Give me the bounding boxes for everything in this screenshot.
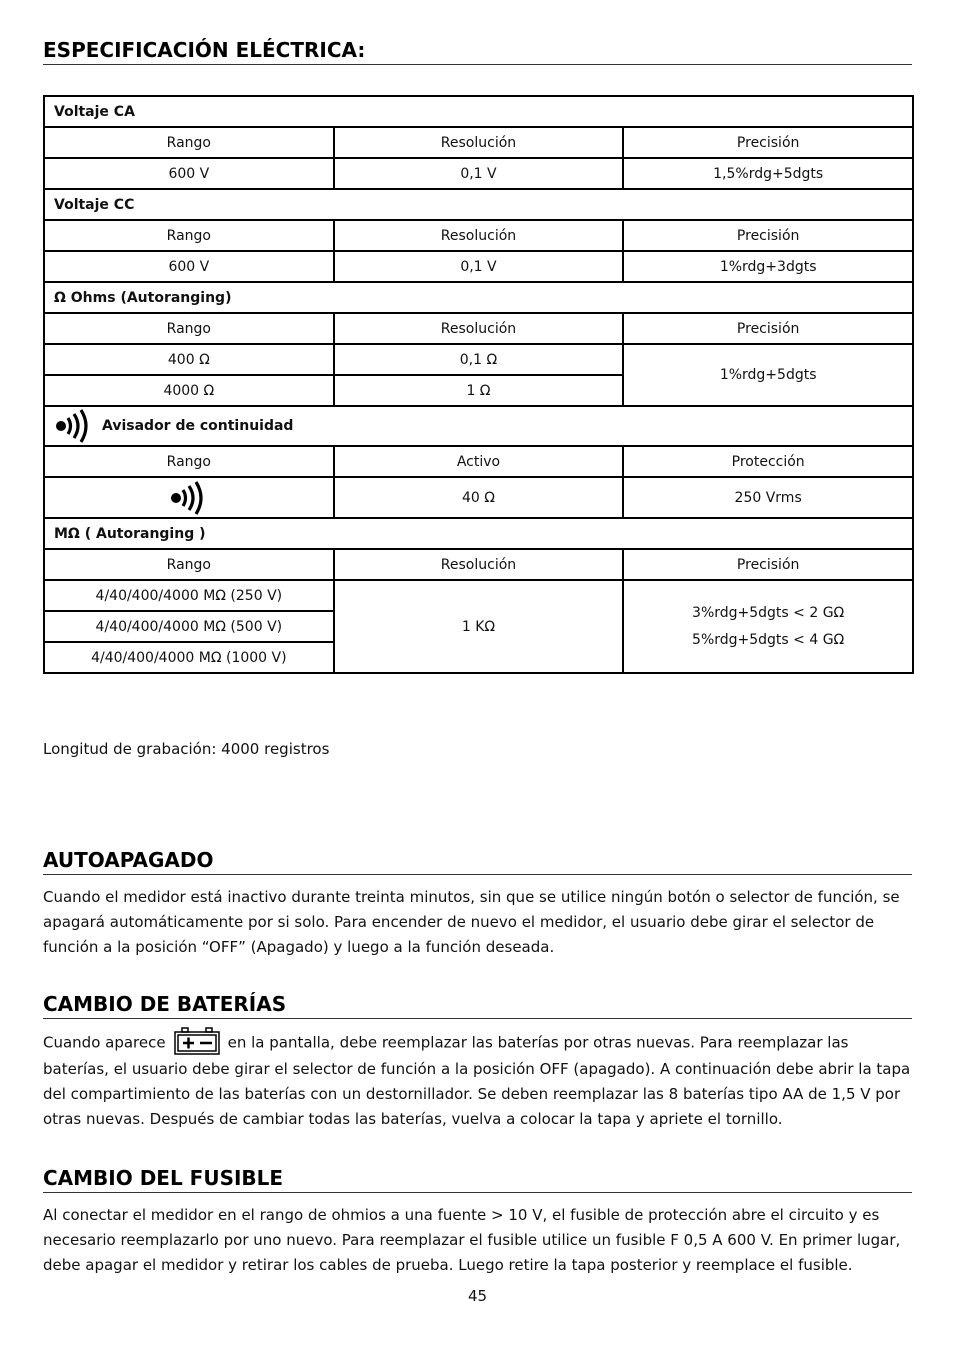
page-title: ESPECIFICACIÓN ELÉCTRICA: bbox=[43, 38, 912, 65]
col-header-accuracy: Precisión bbox=[623, 220, 913, 251]
spec-table bbox=[43, 95, 914, 674]
section-dc: Voltaje CC bbox=[44, 189, 913, 220]
fusible-text: Al conectar el medidor en el rango de ohmios a una fuente > 10 V, el fusible de protección abre el circuito y es necesario reemplazarlo por uno nuevo. Para reemplazar el fusible utilice un fusible F 0,5 A 600 V. En primer lugar, debe apagar el medidor y retirar los cables de prueba. Luego retire la tapa posterior y reemplace el fusible. bbox=[43, 1206, 901, 1274]
cell-resolution: 1 Ω bbox=[334, 375, 624, 406]
table-row bbox=[44, 313, 913, 344]
baterias-text-after: en la pantalla, debe reemplazar las baterías por otras nuevas. Para reemplazar las baterías, el usuario debe girar el selector de función a la posición OFF (apagado). A continuación debe abrir la tapa del compartimiento de las baterías con un destornillador. Se deben reemplazar las 8 baterías tipo AA de 1,5 V por otras nuevas. Después de cambiar todas las baterías, vuelva a colocar la tapa y apriete el tornillo. bbox=[43, 1033, 911, 1128]
continuity-beeper-icon bbox=[54, 409, 94, 443]
battery-icon bbox=[174, 1027, 220, 1055]
col-header-range: Rango bbox=[44, 313, 334, 344]
accuracy-line: 3%rdg+5dgts < 2 GΩ bbox=[692, 604, 845, 621]
cell-resolution: 0,1 V bbox=[334, 251, 624, 282]
autoapagado-text: Cuando el medidor está inactivo durante treinta minutos, sin que se utilice ningún botón o selector de función, se apagará automáticamente por si solo. Para encender de nuevo el medidor, el usuario debe girar el selector de función a la posición “OFF” (Apagado) y luego a la función deseada. bbox=[43, 888, 900, 956]
cell-range bbox=[44, 477, 334, 518]
cell-accuracy: 1%rdg+3dgts bbox=[623, 251, 913, 282]
table-row bbox=[44, 220, 913, 251]
record-length-note: Longitud de grabación: 4000 registros bbox=[43, 740, 330, 758]
cell-resolution: 1 KΩ bbox=[334, 580, 624, 673]
heading-fusible: CAMBIO DEL FUSIBLE bbox=[43, 1166, 912, 1193]
heading-baterias: CAMBIO DE BATERÍAS bbox=[43, 992, 912, 1019]
cell-protection: 250 Vrms bbox=[623, 477, 913, 518]
col-header-accuracy: Precisión bbox=[623, 127, 913, 158]
table-row bbox=[44, 446, 913, 477]
table-row bbox=[44, 477, 913, 518]
accuracy-line: 5%rdg+5dgts < 4 GΩ bbox=[692, 631, 845, 648]
cell-range: 4/40/400/4000 MΩ (500 V) bbox=[44, 611, 334, 642]
section-continuity bbox=[44, 406, 913, 446]
cell-accuracy: 1%rdg+5dgts bbox=[623, 344, 913, 406]
section-megaohm: MΩ ( Autoranging ) bbox=[44, 518, 913, 549]
table-row bbox=[44, 580, 913, 611]
col-header-range: Rango bbox=[44, 549, 334, 580]
table-row bbox=[44, 549, 913, 580]
col-header-resolution: Resolución bbox=[334, 549, 624, 580]
cell-resolution: 0,1 V bbox=[334, 158, 624, 189]
heading-autoapagado: AUTOAPAGADO bbox=[43, 848, 912, 875]
col-header-resolution: Resolución bbox=[334, 127, 624, 158]
table-row bbox=[44, 251, 913, 282]
cell-range: 400 Ω bbox=[44, 344, 334, 375]
cell-accuracy: 1,5%rdg+5dgts bbox=[623, 158, 913, 189]
cell-range: 4000 Ω bbox=[44, 375, 334, 406]
cell-range: 600 V bbox=[44, 158, 334, 189]
section-ac: Voltaje CA bbox=[44, 96, 913, 127]
cell-active: 40 Ω bbox=[334, 477, 624, 518]
table-row bbox=[44, 158, 913, 189]
table-row bbox=[44, 127, 913, 158]
continuity-label: Avisador de continuidad bbox=[102, 418, 294, 434]
baterias-text bbox=[43, 1029, 912, 1132]
col-header-range: Rango bbox=[44, 220, 334, 251]
section-ohms: Ω Ohms (Autoranging) bbox=[44, 282, 913, 313]
cell-range: 4/40/400/4000 MΩ (250 V) bbox=[44, 580, 334, 611]
col-header-resolution: Resolución bbox=[334, 313, 624, 344]
col-header-accuracy: Precisión bbox=[623, 549, 913, 580]
cell-resolution: 0,1 Ω bbox=[334, 344, 624, 375]
cell-range: 4/40/400/4000 MΩ (1000 V) bbox=[44, 642, 334, 673]
cell-accuracy bbox=[623, 580, 913, 673]
cell-range: 600 V bbox=[44, 251, 334, 282]
col-header-range: Rango bbox=[44, 446, 334, 477]
col-header-active: Activo bbox=[334, 446, 624, 477]
page-number: 45 bbox=[467, 1287, 488, 1305]
col-header-range: Rango bbox=[44, 127, 334, 158]
col-header-resolution: Resolución bbox=[334, 220, 624, 251]
col-header-accuracy: Precisión bbox=[623, 313, 913, 344]
table-row bbox=[44, 344, 913, 375]
col-header-protection: Protección bbox=[623, 446, 913, 477]
baterias-text-before: Cuando aparece bbox=[43, 1033, 166, 1052]
continuity-beeper-icon bbox=[169, 481, 209, 515]
